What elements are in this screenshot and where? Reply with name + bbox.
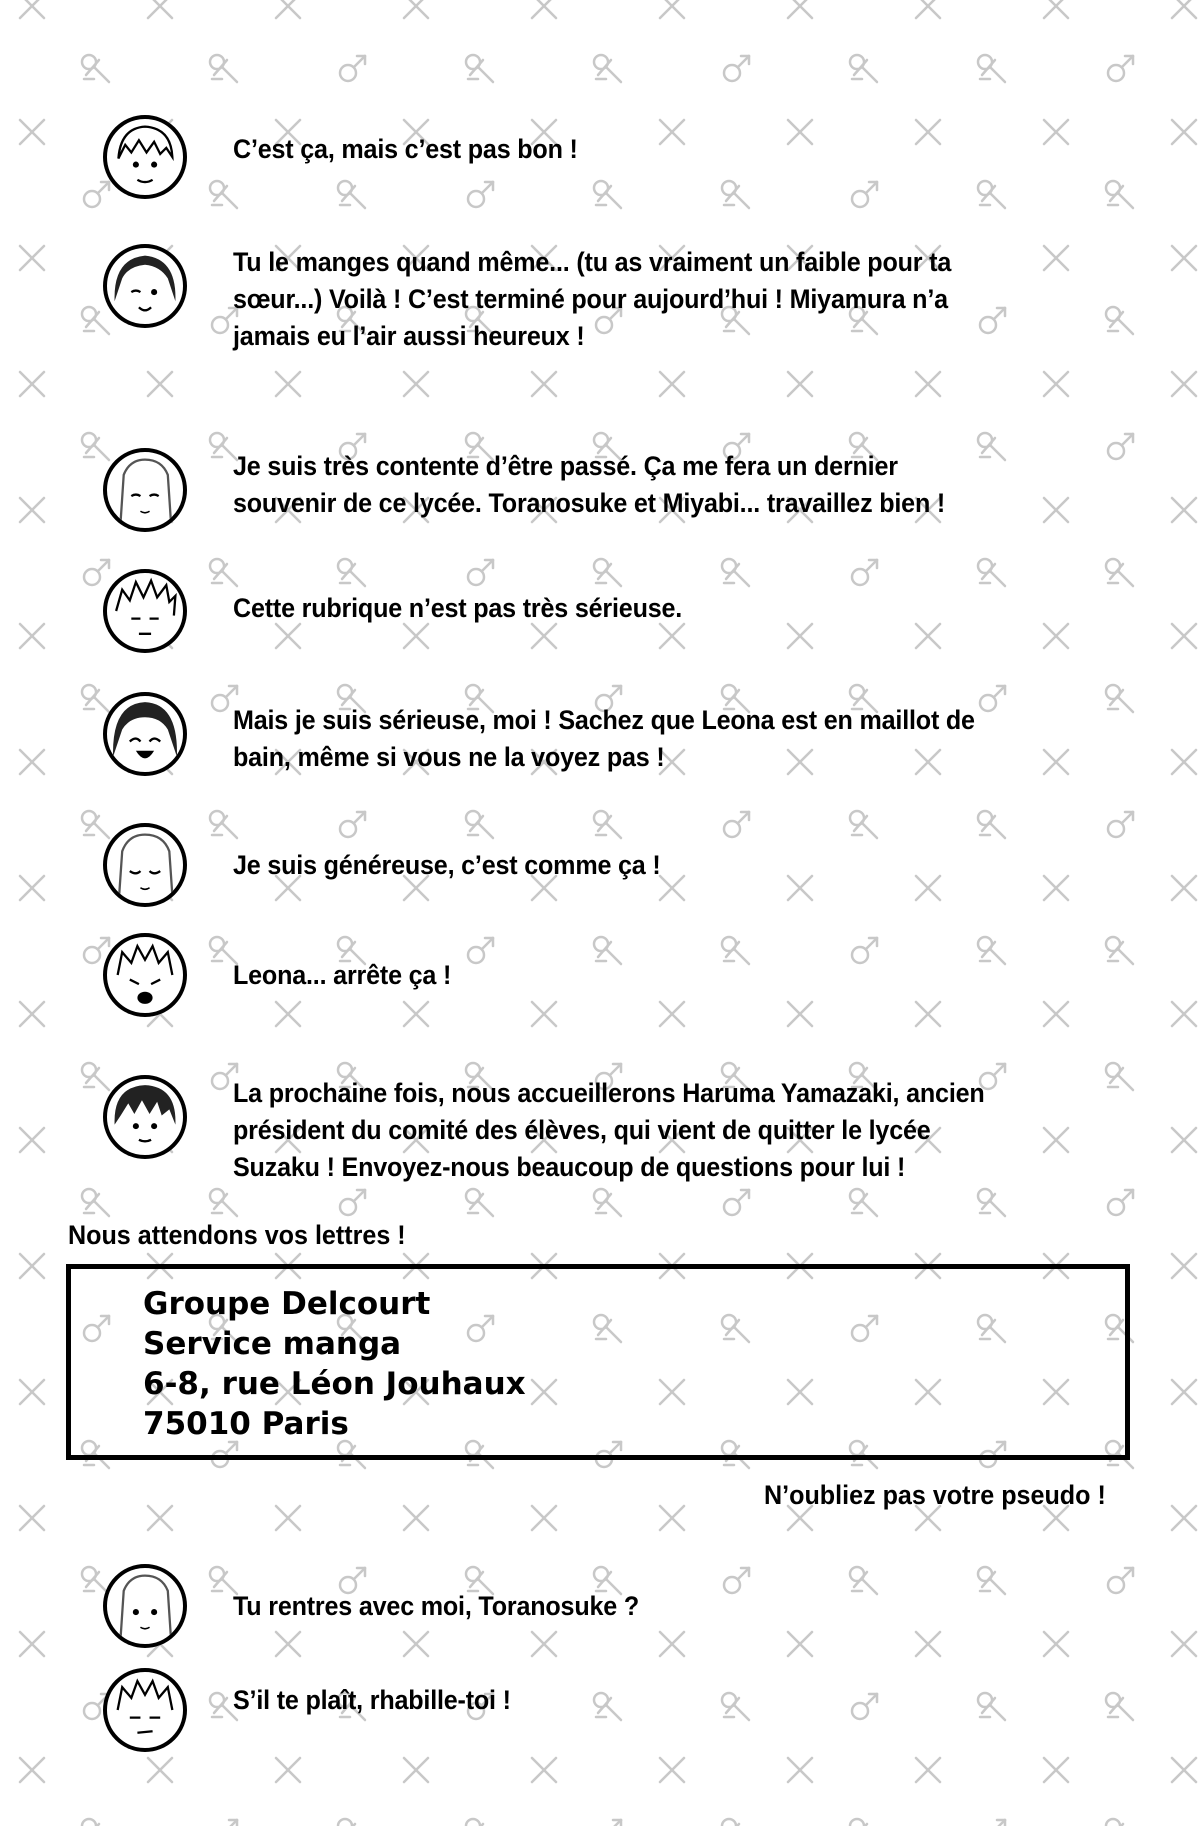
address-box bbox=[66, 1264, 1130, 1460]
address-line: 6-8, rue Léon Jouhaux bbox=[143, 1366, 526, 1402]
character-avatar-icon bbox=[103, 569, 187, 653]
dialogue-entry bbox=[103, 569, 1103, 659]
dialogue-line: Tu le manges quand même... (tu as vraiment un faible pour ta bbox=[233, 247, 952, 277]
character-avatar-icon bbox=[103, 692, 187, 776]
address-line: 75010 Paris bbox=[143, 1406, 349, 1442]
dialogue-line: La prochaine fois, nous accueillerons Haruma Yamazaki, ancien bbox=[233, 1078, 985, 1108]
character-avatar-icon bbox=[103, 1668, 187, 1752]
dialogue-line: C’est ça, mais c’est pas bon ! bbox=[233, 134, 578, 164]
character-avatar-icon bbox=[103, 933, 187, 1017]
dialogue-line: Je suis généreuse, c’est comme ça ! bbox=[233, 850, 661, 880]
dialogue-entry bbox=[103, 692, 1103, 782]
character-avatar-icon bbox=[103, 1075, 187, 1159]
dialogue-line: bain, même si vous ne la voyez pas ! bbox=[233, 742, 665, 772]
character-avatar-icon bbox=[103, 115, 187, 199]
character-avatar-icon bbox=[103, 1564, 187, 1648]
dialogue-entry bbox=[103, 1075, 1103, 1182]
letters-heading: Nous attendons vos lettres ! bbox=[68, 1220, 406, 1250]
dialogue-entry bbox=[103, 1668, 1103, 1758]
address-line: Groupe Delcourt bbox=[143, 1286, 431, 1322]
dialogue-entry bbox=[103, 244, 1103, 351]
character-avatar-icon bbox=[103, 823, 187, 907]
character-avatar-icon bbox=[103, 244, 187, 328]
dialogue-line: Cette rubrique n’est pas très sérieuse. bbox=[233, 593, 683, 623]
dialogue-line: sœur...) Voilà ! C’est terminé pour aujourd’hui ! Miyamura n’a bbox=[233, 284, 948, 314]
dialogue-line: Mais je suis sérieuse, moi ! Sachez que Leona est en maillot de bbox=[233, 705, 975, 735]
dialogue-line: Tu rentres avec moi, Toranosuke ? bbox=[233, 1591, 639, 1621]
character-avatar-icon bbox=[103, 448, 187, 532]
dialogue-entry bbox=[103, 1564, 1103, 1654]
dialogue-entry bbox=[103, 448, 1103, 538]
dialogue-line: Suzaku ! Envoyez-nous beaucoup de questions pour lui ! bbox=[233, 1152, 906, 1182]
dialogue-line: souvenir de ce lycée. Toranosuke et Miyabi... travaillez bien ! bbox=[233, 488, 946, 518]
dialogue-line: président du comité des élèves, qui vient de quitter le lycée bbox=[233, 1115, 931, 1145]
dialogue-line: Leona... arrête ça ! bbox=[233, 960, 452, 990]
dialogue-line: Je suis très contente d’être passé. Ça me fera un dernier bbox=[233, 451, 898, 481]
dialogue-entry bbox=[103, 823, 1103, 913]
dialogue-line: jamais eu l’air aussi heureux ! bbox=[233, 321, 585, 351]
address-line: Service manga bbox=[143, 1326, 402, 1362]
dialogue-entry bbox=[103, 115, 1103, 205]
dialogue-line: S’il te plaît, rhabille-toi ! bbox=[233, 1685, 511, 1715]
dialogue-entry bbox=[103, 933, 1103, 1023]
pseudo-note: N’oubliez pas votre pseudo ! bbox=[764, 1480, 1106, 1510]
